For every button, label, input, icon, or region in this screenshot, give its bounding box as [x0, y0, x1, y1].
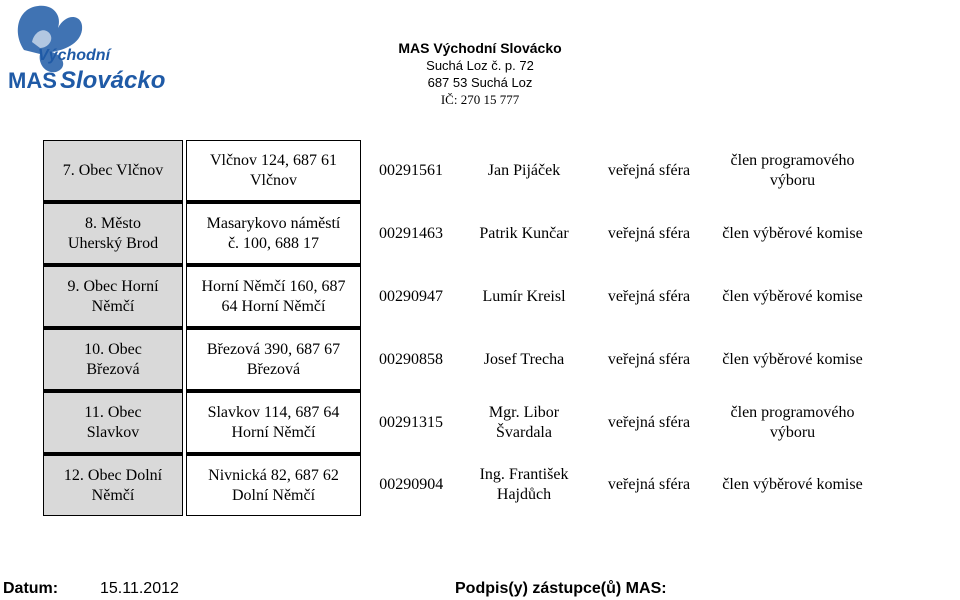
role-line: člen výběrové komise — [722, 350, 863, 368]
address-line: Březová 390, 687 67 — [206, 340, 341, 358]
role-cell — [712, 202, 874, 265]
obec-cell — [44, 391, 183, 454]
address-line: Vlčnov 124, 687 61 — [209, 151, 338, 169]
municipality-table — [43, 140, 874, 516]
ico-cell: 00291561 — [379, 162, 443, 180]
ic-value: 270 15 777 — [460, 92, 520, 107]
ic-label: IČ: — [440, 92, 458, 107]
obec-line: Uherský Brod — [67, 234, 159, 252]
role-cell — [712, 141, 874, 203]
obec-cell — [44, 328, 183, 391]
obec-line: 8. Město — [85, 214, 141, 232]
address-line: Nivnická 82, 687 62 — [208, 466, 339, 484]
address-line: Horní Němčí — [231, 423, 316, 441]
obec-line: Březová — [86, 360, 140, 378]
name-line: Lumír Kreisl — [482, 287, 566, 305]
obec-line: 10. Obec — [84, 340, 142, 358]
obec-line: 11. Obec — [84, 403, 142, 421]
org-ic — [350, 91, 610, 108]
address-line: Vlčnov — [249, 171, 298, 189]
role-line: výboru — [769, 172, 816, 190]
name-line: Hajdůch — [496, 485, 552, 503]
name-line: Mgr. Libor Švardala — [488, 403, 560, 441]
role-line: výboru — [769, 423, 816, 441]
ico-cell: 00290947 — [379, 287, 443, 305]
org-street: Suchá Loz č. p. 72 — [426, 58, 534, 73]
table-row — [44, 328, 874, 391]
svg-text:Východní: Východní — [38, 47, 111, 64]
name-cell — [462, 141, 587, 203]
obec-line: Němčí — [91, 297, 135, 315]
name-cell — [462, 265, 587, 328]
table-row — [44, 141, 874, 203]
sector-cell: veřejná sféra — [607, 475, 691, 493]
role-line: člen výběrové komise — [722, 475, 863, 493]
role-cell — [712, 265, 874, 328]
obec-cell — [44, 202, 183, 265]
address-line: č. 100, 688 17 — [227, 234, 320, 252]
address-cell — [187, 202, 361, 265]
org-name: MAS Východní Slovácko — [398, 40, 562, 56]
address-cell — [187, 265, 361, 328]
ico-cell: 00291463 — [379, 224, 443, 242]
signature-footer — [0, 578, 960, 600]
obec-line: Slavkov — [86, 423, 140, 441]
address-line: Březová — [246, 360, 301, 378]
role-cell — [712, 391, 874, 454]
role-line: člen programového — [730, 152, 855, 170]
sector-cell: veřejná sféra — [607, 162, 691, 180]
obec-line: 7. Obec Vlčnov — [62, 161, 164, 179]
role-line: člen výběrové komise — [722, 224, 863, 242]
org-city: 687 53 Suchá Loz — [427, 75, 533, 90]
name-cell — [462, 391, 587, 454]
ico-cell: 00290904 — [379, 475, 444, 493]
address-line: Horní Němčí 160, 687 — [201, 277, 346, 295]
obec-line: 9. Obec Horní — [67, 277, 159, 295]
sector-cell: veřejná sféra — [607, 287, 691, 305]
table-row — [44, 391, 874, 454]
role-line: člen výběrové komise — [722, 287, 863, 305]
role-line: člen programového — [730, 403, 855, 421]
ico-cell: 00290858 — [379, 350, 443, 368]
address-cell — [187, 391, 361, 454]
address-line: Masarykovo náměstí — [206, 214, 341, 232]
name-cell — [462, 454, 587, 516]
sector-cell: veřejná sféra — [607, 350, 691, 368]
organization-header — [350, 40, 610, 108]
name-cell — [462, 328, 587, 391]
obec-line: 12. Obec Dolní — [63, 466, 163, 484]
svg-text:Slovácko: Slovácko — [60, 67, 166, 94]
name-line: Jan Pijáček — [487, 162, 561, 180]
table-row — [44, 265, 874, 328]
name-line: Ing. František — [479, 465, 569, 483]
address-cell — [187, 141, 361, 203]
obec-cell — [44, 141, 183, 203]
sector-cell: veřejná sféra — [607, 413, 691, 431]
sector-cell: veřejná sféra — [607, 224, 691, 242]
table-row — [44, 454, 874, 516]
name-cell — [462, 202, 587, 265]
address-line: Dolní Němčí — [231, 486, 316, 504]
role-cell — [712, 328, 874, 391]
obec-line: Němčí — [91, 486, 135, 504]
signature-label: Podpis(y) zástupce(ů) MAS: — [455, 580, 667, 597]
table-row — [44, 202, 874, 265]
name-line: Patrik Kunčar — [479, 224, 569, 242]
obec-cell — [44, 454, 183, 516]
address-line: 64 Horní Němčí — [221, 297, 326, 315]
ico-cell: 00291315 — [379, 413, 443, 431]
address-line: Slavkov 114, 687 64 — [207, 403, 340, 421]
date-value: 15.11.2012 — [100, 580, 179, 597]
role-cell — [712, 454, 874, 516]
address-cell — [187, 328, 361, 391]
svg-text:MAS: MAS — [8, 68, 57, 93]
name-line: Josef Trecha — [483, 350, 565, 368]
mas-vychodni-slovacko-logo — [4, 2, 166, 100]
date-label: Datum: — [3, 580, 59, 597]
address-cell — [187, 454, 361, 516]
obec-cell — [44, 265, 183, 328]
